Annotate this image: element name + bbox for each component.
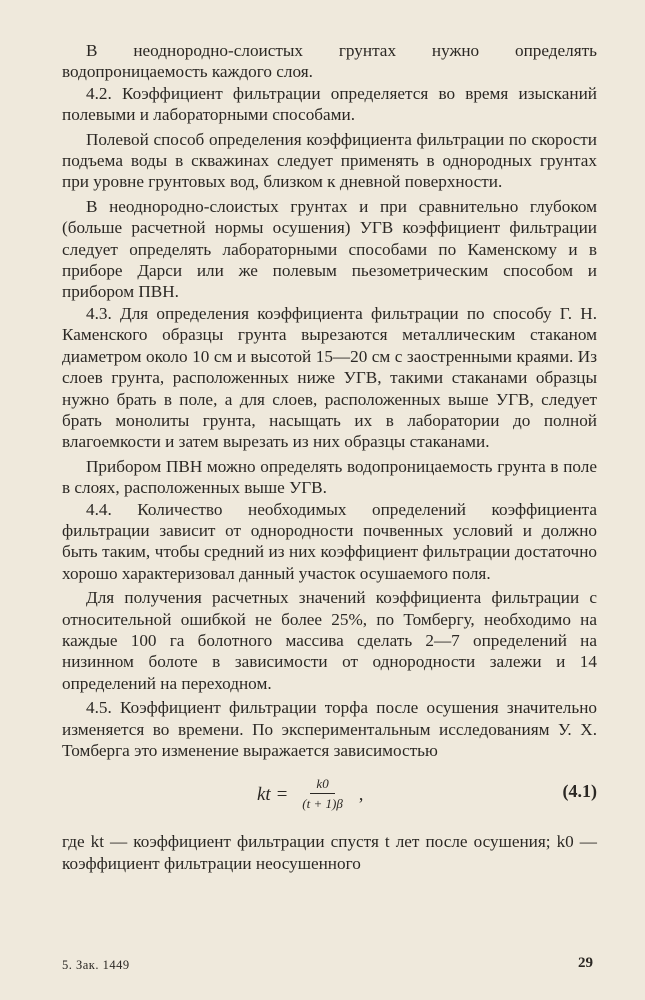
formula-4-1 [62, 767, 597, 825]
paragraph: В неоднородно-слоистых грунтах нужно определять водопроницаемость каждого слоя. [62, 41, 597, 82]
paragraph: 4.4. Количество необходимых определений коэффициента фильтрации зависит от однородности почвенных условий и должно быть таким, чтобы средний из них коэффициент фильтрации достаточно хорошо характеризовал данный участок осушаемого поля. [62, 499, 597, 583]
formula-fraction [296, 775, 349, 813]
formula-expression [257, 775, 363, 813]
paragraph: Прибором ПВН можно определять водопроницаемость грунта в поле в слоях, расположенных выше УГВ. [62, 456, 597, 498]
paragraph: где kt — коэффициент фильтрации спустя t лет после осушения; k0 — коэффициент фильтрации неосушенного [62, 832, 597, 873]
paragraph: Для получения расчетных значений коэффициента фильтрации с относительной ошибкой не более 25%, по Томбергу, необходимо на каждые 100 га болотного массива сделать 2—7 определений на низинном болоте в зависимости от однородности залежи и 14 определений на переходном. [62, 588, 597, 693]
paragraph: 4.3. Для определения коэффициента фильтрации по способу Г. Н. Каменского образцы грунта вырезаются металлическим стаканом диаметром около 10 см и высотой 15—20 см с заостренными краями. Из слоев грунта, расположенных ниже УГВ, такими стаканами образцы нужно брать в поле, а для слоев, расположенных выше УГВ, следует брать монолиты грунта, насыщать их в лаборатории до полной влагоемкости и затем вырезать из них образцы стаканами. [62, 303, 597, 452]
formula-denominator: (t + 1)β [302, 796, 343, 812]
paragraph: 4.2. Коэффициент фильтрации определяется во время изысканий полевыми и лабораторными способами. [62, 83, 597, 125]
formula-lhs: kt = [257, 783, 289, 805]
page-number: 29 [578, 955, 593, 971]
footer-print-mark: 5. Зак. 1449 [62, 958, 130, 972]
formula-comma: , [358, 783, 364, 804]
paragraph: 4.5. Коэффициент фильтрации торфа после осушения значительно изменяется во времени. По экспериментальным исследованиям У. Х. Томберга это изменение выражается зависимостью [62, 698, 597, 760]
page-text [62, 40, 597, 874]
formula-numerator: k0 [310, 775, 334, 794]
paragraph: В неоднородно-слоистых грунтах и при сравнительно глубоком (больше расчетной нормы осушения) УГВ коэффициент фильтрации следует определять лабораторными способами по Каменскому и в приборе Дарси или же полевым пьезометрическим способом и прибором ПВН. [62, 196, 597, 302]
formula-number: (4.1) [562, 781, 597, 802]
paragraph: Полевой способ определения коэффициента фильтрации по скорости подъема воды в скважинах следует применять в однородных грунтах при уровне грунтовых вод, близком к дневной поверхности. [62, 129, 597, 192]
